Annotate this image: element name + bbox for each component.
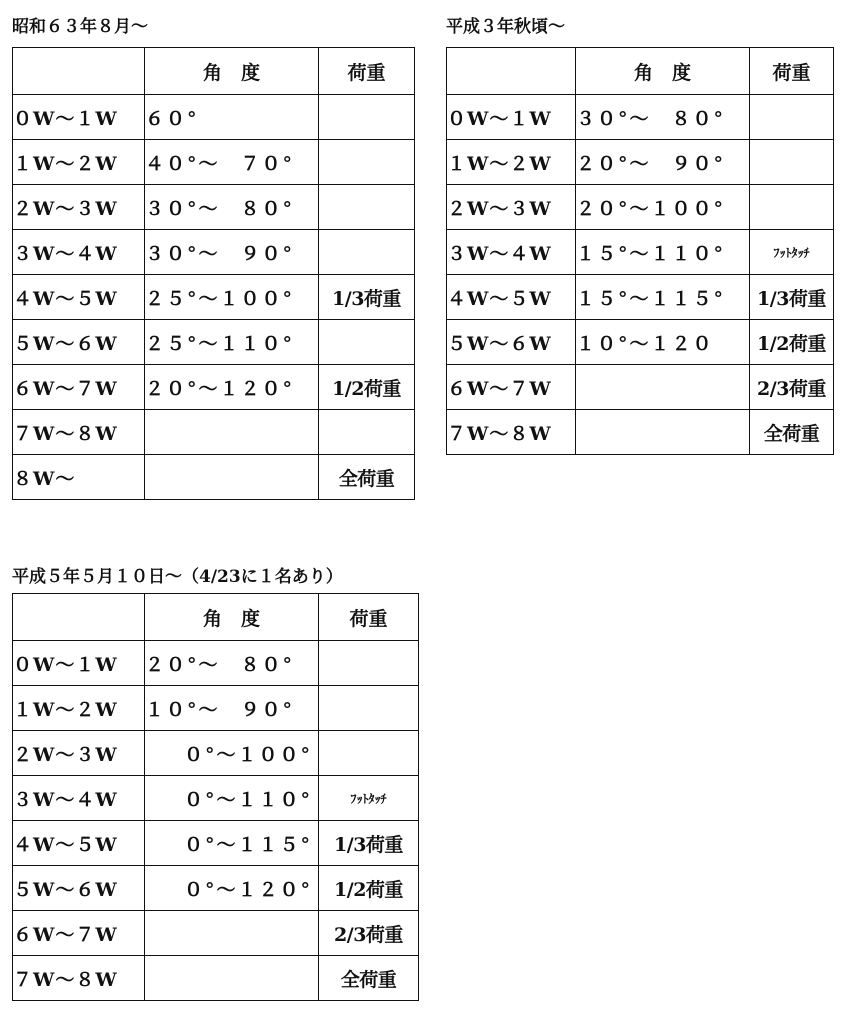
range-cell: ２W～３W [447, 185, 576, 230]
table-row [447, 320, 834, 365]
table-row [13, 95, 415, 140]
range-cell: ８W～ [13, 455, 145, 500]
range-cell: ５W～６W [13, 866, 145, 911]
load-cell [319, 641, 419, 686]
load-cell [319, 410, 415, 455]
table-row [13, 365, 415, 410]
load-cell: 全荷重 [319, 956, 419, 1001]
table-row [13, 686, 419, 731]
table3-caption: 平成５年５月１０日～（4/23に１名あり） [12, 567, 343, 587]
angle-cell: ２５°～１００° [145, 275, 319, 320]
load-cell [319, 140, 415, 185]
load-cell: 1/3荷重 [750, 275, 834, 320]
load-cell: ﾌｯﾄﾀｯﾁ [319, 776, 419, 821]
angle-cell [145, 455, 319, 500]
load-cell [319, 230, 415, 275]
load-cell: 1/3荷重 [319, 275, 415, 320]
range-cell: １W～２W [13, 140, 145, 185]
range-cell: ２W～３W [13, 185, 145, 230]
table-row [447, 140, 834, 185]
range-cell: ６W～７W [13, 911, 145, 956]
load-cell [750, 95, 834, 140]
table-row [13, 185, 415, 230]
table2-caption: 平成３年秋頃～ [446, 17, 565, 37]
table-row [13, 275, 415, 320]
table2-header-row [447, 48, 834, 95]
load-cell [319, 185, 415, 230]
table-row [447, 230, 834, 275]
load-cell [319, 320, 415, 365]
range-cell: ４W～５W [447, 275, 576, 320]
table-row [447, 275, 834, 320]
range-cell: ５W～６W [447, 320, 576, 365]
load-cell [319, 686, 419, 731]
range-cell: ４W～５W [13, 275, 145, 320]
table3-header-angle: 角 度 [145, 594, 319, 641]
range-cell: ０W～１W [13, 95, 145, 140]
range-cell: ７W～８W [447, 410, 576, 455]
table-row [13, 956, 419, 1001]
angle-cell: １０°～１２０ [576, 320, 750, 365]
load-cell: 1/2荷重 [319, 866, 419, 911]
load-cell: 1/3荷重 [319, 821, 419, 866]
range-cell: １W～２W [447, 140, 576, 185]
angle-cell: １０°～ ９０° [145, 686, 319, 731]
load-cell: 1/2荷重 [750, 320, 834, 365]
range-cell: １W～２W [13, 686, 145, 731]
range-cell: ３W～４W [447, 230, 576, 275]
table1-header-row [13, 48, 415, 95]
range-cell: ０W～１W [13, 641, 145, 686]
table1 [12, 47, 415, 500]
load-cell [319, 731, 419, 776]
table-row [13, 641, 419, 686]
table3-header-load: 荷重 [319, 594, 419, 641]
range-cell: ３W～４W [13, 230, 145, 275]
table3 [12, 593, 419, 1001]
table1-header-range [13, 48, 145, 95]
table-row [13, 776, 419, 821]
table3-header-row [13, 594, 419, 641]
angle-cell: ３０°～ ８０° [145, 185, 319, 230]
angle-cell: ２０°～ ８０° [145, 641, 319, 686]
angle-cell: ４０°～ ７０° [145, 140, 319, 185]
angle-cell: ２５°～１１０° [145, 320, 319, 365]
angle-cell [576, 365, 750, 410]
angle-cell [145, 911, 319, 956]
range-cell: ３W～４W [13, 776, 145, 821]
load-cell [750, 140, 834, 185]
angle-cell: ３０°～ ９０° [145, 230, 319, 275]
angle-cell: ２０°～１２０° [145, 365, 319, 410]
range-cell: ６W～７W [13, 365, 145, 410]
load-cell: 全荷重 [750, 410, 834, 455]
table-row [13, 140, 415, 185]
angle-cell [145, 410, 319, 455]
angle-cell: ６０° [145, 95, 319, 140]
load-cell: 2/3荷重 [750, 365, 834, 410]
range-cell: ４W～５W [13, 821, 145, 866]
range-cell: ０W～１W [447, 95, 576, 140]
table-row [13, 410, 415, 455]
load-cell: 2/3荷重 [319, 911, 419, 956]
angle-cell: １５°～１１０° [576, 230, 750, 275]
table2-header-range [447, 48, 576, 95]
range-cell: ２W～３W [13, 731, 145, 776]
table-row [13, 911, 419, 956]
range-cell: ７W～８W [13, 956, 145, 1001]
angle-cell: ０°～１００° [145, 731, 319, 776]
angle-cell: ２０°～１００° [576, 185, 750, 230]
table-row [447, 95, 834, 140]
load-cell [750, 185, 834, 230]
table1-header-load: 荷重 [319, 48, 415, 95]
angle-cell: ２０°～ ９０° [576, 140, 750, 185]
table-row [447, 365, 834, 410]
angle-cell: ０°～１１０° [145, 776, 319, 821]
table-row [13, 320, 415, 365]
range-cell: ５W～６W [13, 320, 145, 365]
table2 [446, 47, 834, 455]
load-cell [319, 95, 415, 140]
angle-cell [576, 410, 750, 455]
load-cell: 1/2荷重 [319, 365, 415, 410]
angle-cell: １５°～１１５° [576, 275, 750, 320]
table-row [13, 230, 415, 275]
range-cell: ７W～８W [13, 410, 145, 455]
table3-header-range [13, 594, 145, 641]
range-cell: ６W～７W [447, 365, 576, 410]
angle-cell: ０°～１２０° [145, 866, 319, 911]
load-cell: ﾌｯﾄﾀｯﾁ [750, 230, 834, 275]
table1-caption: 昭和６３年８月～ [12, 17, 148, 37]
table-row [447, 410, 834, 455]
table2-header-angle: 角 度 [576, 48, 750, 95]
angle-cell: ０°～１１５° [145, 821, 319, 866]
table-row [13, 821, 419, 866]
load-cell: 全荷重 [319, 455, 415, 500]
table2-header-load: 荷重 [750, 48, 834, 95]
table-row [13, 455, 415, 500]
table1-header-angle: 角 度 [145, 48, 319, 95]
angle-cell: ３０°～ ８０° [576, 95, 750, 140]
table-row [13, 866, 419, 911]
table-row [13, 731, 419, 776]
table-row [447, 185, 834, 230]
angle-cell [145, 956, 319, 1001]
